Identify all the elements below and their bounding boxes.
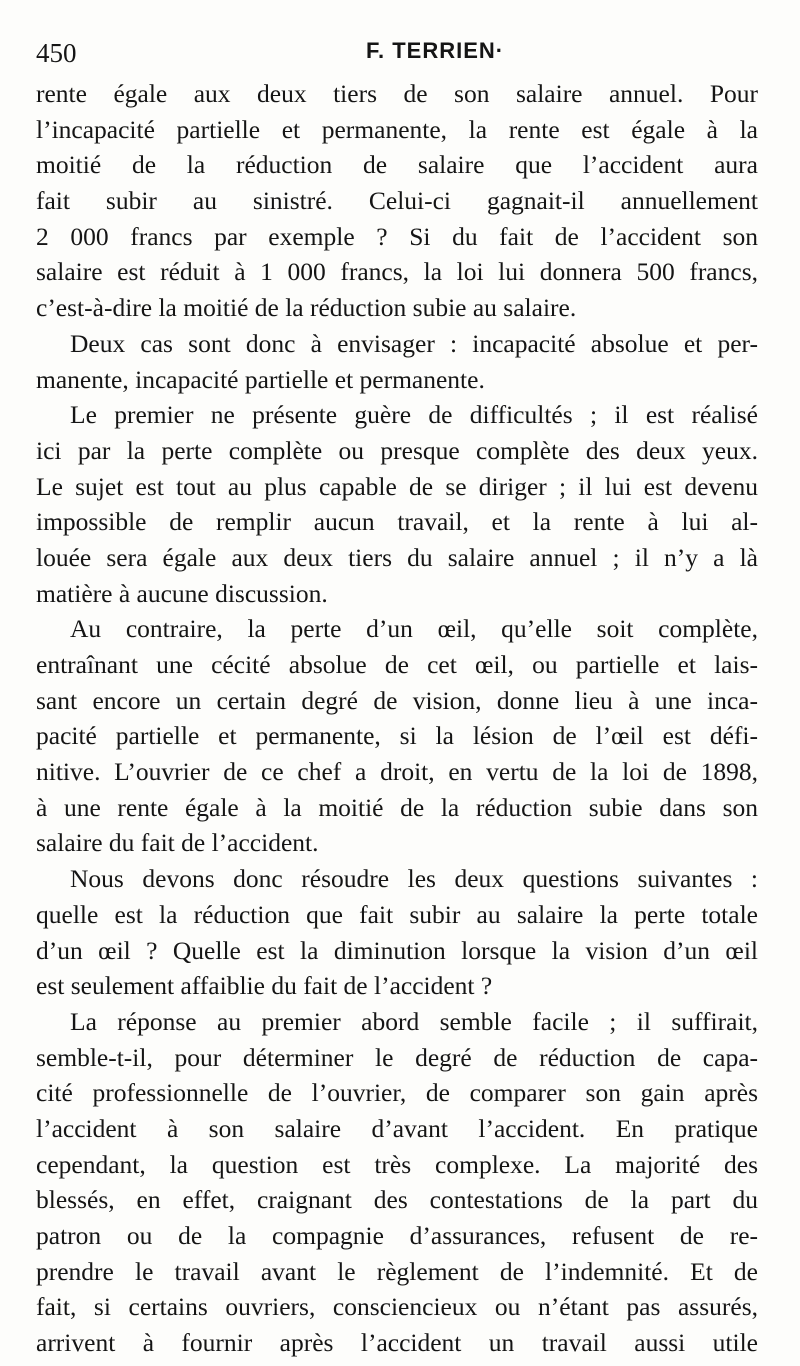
text-line: blessés, en effet, craignant des contestations de la part du (36, 1185, 758, 1215)
text-line: impossible de remplir aucun travail, et la rente à lui al- (36, 507, 758, 537)
text-line: arrivent à fournir après l’accident un travail aussi utile (36, 1328, 758, 1358)
running-head: F. TERRIEN· (366, 38, 505, 63)
text-line: d’un œil ? Quelle est la diminution lorsque la vision d’un œil (36, 935, 758, 965)
text-line: cependant, la question est très complexe. La majorité des (36, 1149, 758, 1179)
text-line: Le sujet est tout au plus capable de se diriger ; il lui est devenu (36, 471, 758, 501)
text-line: sant encore un certain degré de vision, donne lieu à une inca- (36, 685, 758, 715)
text-line: fait subir au sinistré. Celui-ci gagnait-il annuellement (36, 186, 758, 216)
text-line: fait, si certains ouvriers, consciencieux ou n’étant pas assurés, (36, 1292, 758, 1322)
text-line: semble-t-il, pour déterminer le degré de réduction de capa- (36, 1042, 758, 1072)
text-line: à une rente égale à la moitié de la réduction subie dans son (36, 792, 758, 822)
text-line: Au contraire, la perte d’un œil, qu’elle soit complète, (70, 614, 758, 644)
text-line: Le premier ne présente guère de difficultés ; il est réalisé (70, 400, 758, 430)
text-line: manente, incapacité partielle et permanente. (36, 364, 485, 394)
text-line: louée sera égale aux deux tiers du salaire annuel ; il n’y a là (36, 542, 758, 572)
body-text (36, 76, 758, 1361)
page-number: 450 (36, 38, 77, 68)
text-line: salaire du fait de l’accident. (36, 828, 319, 858)
page-header (36, 28, 760, 72)
text-line: nitive. L’ouvrier de ce chef a droit, en vertu de la loi de 1898, (36, 757, 758, 787)
text-line: pacité partielle et permanente, si la lésion de l’œil est défi- (36, 721, 758, 751)
text-line: prendre le travail avant le règlement de l’indemnité. Et de (36, 1256, 758, 1286)
text-line: cité professionnelle de l’ouvrier, de comparer son gain après (36, 1078, 758, 1108)
text-line: entraînant une cécité absolue de cet œil, ou partielle et lais- (36, 650, 758, 679)
text-line: moitié de la réduction de salaire que l’accident aura (36, 150, 758, 180)
text-line: Nous devons donc résoudre les deux questions suivantes : (70, 864, 758, 894)
text-line: La réponse au premier abord semble facile ; il suffirait, (70, 1006, 758, 1036)
text-line: quelle est la réduction que fait subir au salaire la perte totale (36, 899, 758, 929)
text-line: patron ou de la compagnie d’assurances, refusent de re- (36, 1221, 758, 1250)
text-line: c’est-à-dire la moitié de la réduction subie au salaire. (36, 293, 577, 323)
text-line: l’accident à son salaire d’avant l’accident. En pratique (36, 1113, 758, 1143)
text-line: rente égale aux deux tiers de son salaire annuel. Pour (36, 79, 758, 108)
text-line: l’incapacité partielle et permanente, la rente est égale à la (36, 114, 758, 144)
text-line: ici par la perte complète ou presque complète des deux yeux. (36, 435, 758, 465)
text-line: salaire est réduit à 1 000 francs, la loi lui donnera 500 francs, (36, 257, 758, 287)
text-line: est seulement affaiblie du fait de l’accident ? (36, 971, 493, 1001)
text-line: matière à aucune discussion. (36, 578, 328, 608)
text-line: Deux cas sont donc à envisager : incapacité absolue et per- (70, 328, 758, 358)
text-line: 2 000 francs par exemple ? Si du fait de l’accident son (36, 221, 758, 251)
